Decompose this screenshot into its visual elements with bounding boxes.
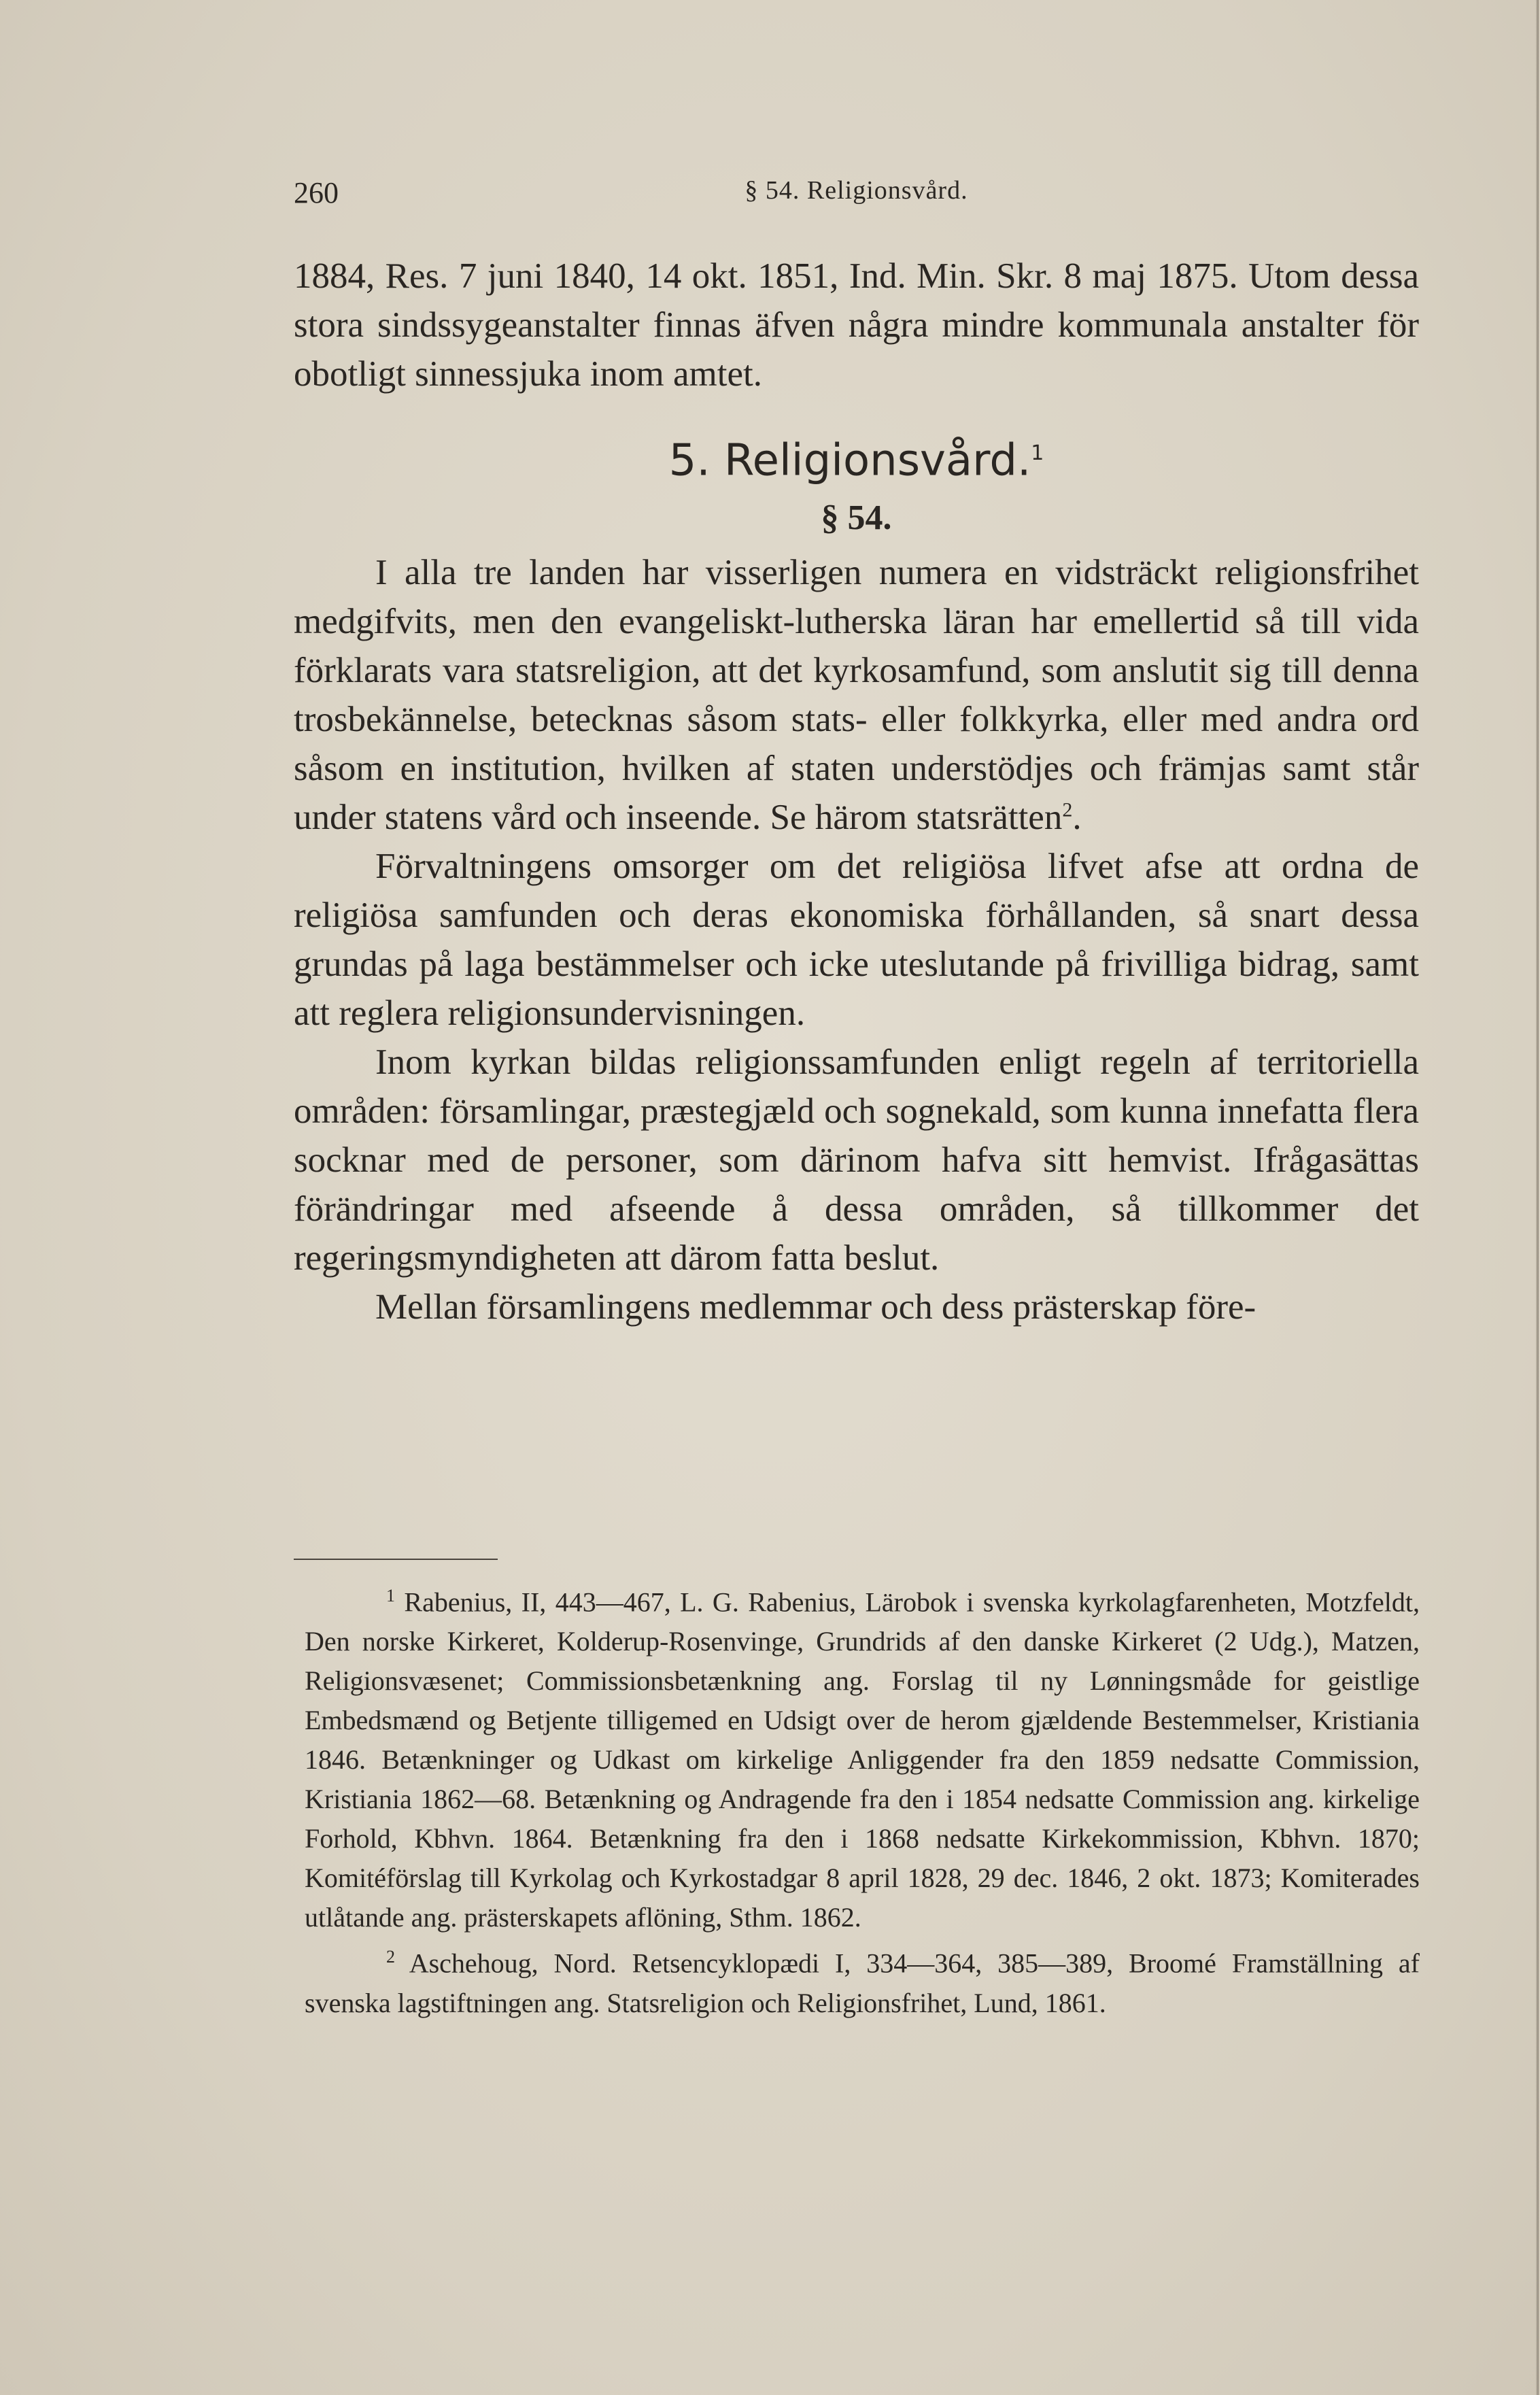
running-title: § 54. Religionsvård.: [745, 176, 968, 205]
footnotes: [305, 1576, 1420, 2023]
footnote-1-text: Rabenius, II, 443—467, L. G. Rabenius, Lärobok i svenska kyrkolagfarenheten, Motzfeldt, Den norske Kirkeret, Kolderup-Rosenvinge, Grundrids af den danske Kirkeret (2 Udg.), Matzen, Religionsvæsenet; Commissionsbetænkning ang. Forslag til ny Lønningsmåde for geistlige Embedsmænd og Betjente tilligemed en Udsigt over de herom gjældende Bestemmelser, Kristiania 1846. Betænkninger og Udkast om kirkelige Anliggender fra den 1859 nedsatte Commission, Kristiania 1862—68. Betænkning og Andragende fra den i 1854 nedsatte Commission ang. kirkelige Forhold, Kbhvn. 1864. Betænkning fra den i 1868 nedsatte Kirkekommission, Kbhvn. 1870; Komitéförslag till Kyrkolag och Kyrkostadgar 8 april 1828, 29 dec. 1846, 2 okt. 1873; Komiterades utlåtande ang. prästerskapets aflöning, Sthm. 1862.: [305, 1586, 1420, 1933]
running-header: [294, 175, 1419, 216]
paragraph-1-end: .: [1072, 798, 1082, 838]
carryover-paragraph: 1884, Res. 7 juni 1840, 14 okt. 1851, Ind. Min. Skr. 8 maj 1875. Utom dessa stora sindssygeanstalter finnas äfven några mindre kommunala anstalter för obotligt sinnessjuka inom amtet.: [294, 256, 1419, 394]
paragraph-3: Inom kyrkan bildas religionssamfunden enligt regeln af territoriella områden: församlingar, præstegjæld och sognekald, som kunna innefatta flera socknar med de personer, som därinom hafva sitt hemvist. Ifrågasättas förändringar med afseende å dessa områden, så tillkommer det regeringsmyndigheten att därom fatta beslut.: [294, 1042, 1419, 1278]
footnote-ref-1: 1: [1031, 441, 1044, 465]
main-text: [294, 252, 1419, 1331]
page-edge: [1536, 0, 1539, 2395]
section-title-text: 5. Religionsvård.: [668, 435, 1031, 486]
section-title: [294, 423, 1419, 491]
paragraph-number: § 54.: [821, 498, 892, 538]
paragraph-1-text: I alla tre landen har visserligen numera en vidsträckt religionsfrihet medgifvits, men den evangeliskt-lutherska läran har emellertid så till vida förklarats vara statsreligion, att det kyrkosamfund, som anslutit sig till denna trosbekännelse, betecknas såsom stats- eller folkkyrka, eller med andra ord såsom en institution, hvilken af staten understödjes och främjas samt står under statens vård och inseende. Se härom statsrätten: [294, 553, 1419, 838]
paragraph-4: Mellan församlingens medlemmar och dess prästerskap före-: [375, 1287, 1256, 1327]
footnote-divider: [294, 1559, 498, 1560]
footnote-2-text: Aschehoug, Nord. Retsencyklopædi I, 334—364, 385—389, Broomé Framställning af svenska lagstiftningen ang. Statsreligion och Religionsfrihet, Lund, 1861.: [305, 1948, 1420, 2018]
paragraph-1: [294, 548, 1419, 842]
footnote-2-mark: 2: [386, 1947, 395, 1967]
paragraph-2: Förvaltningens omsorger om det religiösa lifvet afse att ordna de religiösa samfunden och deras ekonomiska förhållanden, så snart dessa grundas på laga bestämmelser och icke uteslutande på frivilliga bidrag, samt att reglera religionsundervisningen.: [294, 847, 1419, 1034]
footnote-2: [305, 1937, 1420, 2022]
footnote-ref-2: 2: [1062, 798, 1073, 821]
footnote-1: [305, 1576, 1420, 1937]
page-number: 260: [294, 176, 339, 209]
footnote-1-mark: 1: [386, 1586, 395, 1606]
